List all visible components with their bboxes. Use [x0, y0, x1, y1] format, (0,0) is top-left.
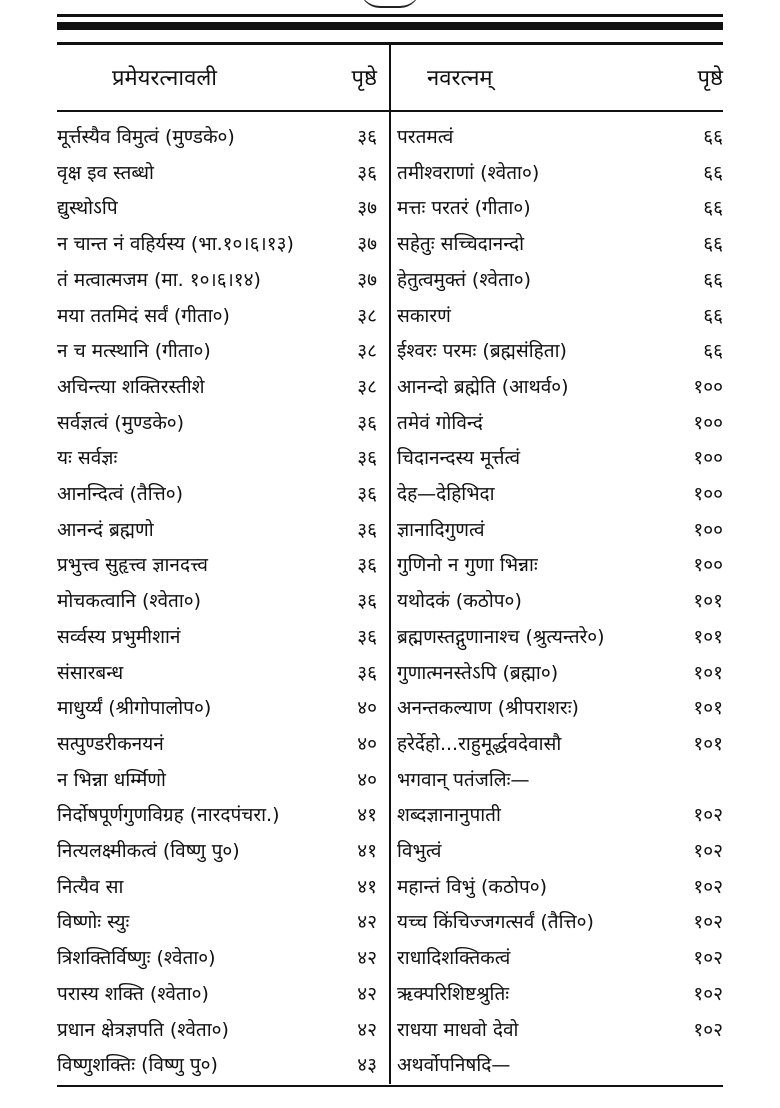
entry-page-number: १००	[693, 375, 723, 398]
left-index-entry	[57, 618, 377, 654]
entry-title: सहेतुः सच्चिदानन्दो	[397, 233, 525, 256]
entry-title: गुणिनो न गुणा भिन्नाः	[397, 554, 538, 577]
right-index-entry	[397, 868, 723, 904]
entry-title: त्रिशक्तिर्विष्णुः (श्वेता०)	[57, 947, 216, 970]
left-index-entry	[57, 868, 377, 904]
entry-title: ईश्वरः परमः (ब्रह्मसंहिता)	[397, 340, 567, 363]
entry-title: मूर्त्तस्यैव विमुत्वं (मुण्डके०)	[57, 126, 235, 148]
entry-title: विष्णोः स्युः	[57, 911, 130, 934]
entry-page-number: १०२	[693, 840, 723, 862]
entry-title: विभुत्वं	[397, 840, 442, 862]
entry-title: वृक्ष इव स्तब्धो	[57, 161, 154, 184]
entry-page-number: १००	[693, 483, 723, 505]
entry-title: न चान्त नं वहिर्यस्य (भा.१०।६।१३)	[57, 233, 294, 256]
entry-page-number: १०१	[693, 732, 723, 755]
left-index-entry	[57, 725, 377, 761]
entry-title: प्रधान क्षेत्रज्ञपति (श्वेता०)	[57, 1018, 229, 1041]
entry-title: चिदानन्दस्य मूर्त्तत्वं	[397, 447, 521, 470]
entry-title: माधुर्य्यं (श्रीगोपालोप०)	[57, 697, 212, 720]
right-index-entry	[397, 154, 723, 190]
entry-page-number: १०२	[693, 911, 723, 934]
right-index-entry	[397, 475, 723, 511]
left-index-entry	[57, 439, 377, 475]
entry-page-number: ३६	[357, 590, 377, 613]
right-index-entry	[397, 439, 723, 475]
entry-page-number: ४३	[357, 1054, 377, 1077]
right-index-entry	[397, 654, 723, 690]
right-index-entry	[397, 332, 723, 368]
right-column-title: नवरत्नम्	[427, 66, 493, 91]
right-index-entry	[397, 546, 723, 582]
entry-title: संसारबन्ध	[57, 661, 124, 684]
left-index-entry	[57, 1011, 377, 1047]
entry-page-number: १०१	[693, 625, 723, 648]
entry-title: आनन्दित्वं (तैत्ति०)	[57, 483, 184, 505]
entry-page-number: ३७	[357, 268, 377, 291]
right-header	[397, 44, 723, 110]
entry-page-number: ३६	[357, 518, 377, 541]
entry-title: राधया माधवो देवो	[397, 1018, 519, 1041]
right-index-entry	[397, 189, 723, 225]
entry-page-number: ३६	[357, 483, 377, 505]
entry-page-number: ३६	[357, 661, 377, 684]
entry-title: हेतुत्वमुक्तं (श्वेता०)	[397, 268, 532, 291]
entry-title: यः सर्वज्ञः	[57, 447, 118, 470]
entry-page-number: ४२	[357, 947, 377, 970]
entry-title: तं मत्वात्मजम (मा. १०।६।१४)	[57, 268, 261, 291]
entry-title: आनन्दो ब्रह्मेति (आथर्व०)	[397, 375, 569, 398]
entry-page-number: १००	[693, 447, 723, 470]
entry-page-number: ३६	[357, 411, 377, 434]
entry-title: न भिन्ना धर्म्मिणो	[57, 768, 166, 791]
entry-page-number: ४२	[357, 911, 377, 934]
left-index-entry	[57, 475, 377, 511]
left-index-entry	[57, 582, 377, 618]
entry-page-number: ३८	[357, 304, 377, 327]
left-index-entry	[57, 297, 377, 333]
entry-title: मत्तः परतरं (गीता०)	[397, 197, 531, 220]
entry-title: विष्णुशक्तिः (विष्णु पु०)	[57, 1054, 218, 1077]
right-index-entry	[397, 1046, 723, 1082]
right-index-entry	[397, 618, 723, 654]
entry-page-number: ३६	[357, 161, 377, 184]
entry-page-number: १०२	[693, 982, 723, 1005]
left-header	[57, 44, 377, 110]
bottom-rule	[57, 1085, 723, 1087]
left-index-entry	[57, 1046, 377, 1082]
entry-title: ब्रह्मणस्तद्गुणानाश्च (श्रुत्यन्तरे०)	[397, 625, 605, 648]
left-index-entry	[57, 154, 377, 190]
left-index-entry	[57, 903, 377, 939]
right-index-entry	[397, 761, 723, 797]
left-index-entry	[57, 368, 377, 404]
entry-page-number: १०१	[693, 697, 723, 720]
entry-title: तमेवं गोविन्दं	[397, 411, 483, 434]
entry-page-number: ६६	[703, 340, 723, 363]
entry-page-number: ६६	[703, 197, 723, 220]
entry-page-number: ४०	[357, 697, 377, 720]
entry-page-number: ३७	[357, 197, 377, 220]
entry-title: अथर्वोपनिषदि—	[397, 1054, 511, 1077]
entry-title: न च मत्स्थानि (गीता०)	[57, 340, 211, 363]
left-index-entry	[57, 796, 377, 832]
entry-title: देह—देहिभिदा	[397, 483, 495, 505]
entry-page-number: ३८	[357, 340, 377, 363]
right-index-entry	[397, 725, 723, 761]
entry-page-number: १०१	[693, 661, 723, 684]
entry-title: सकारणं	[397, 304, 451, 327]
right-index-entry	[397, 511, 723, 547]
entry-title: परास्य शक्ति (श्वेता०)	[57, 982, 209, 1005]
entry-title: तमीश्वराणां (श्वेता०)	[397, 161, 540, 184]
left-column-title: प्रमेयरत्नावली	[112, 66, 217, 91]
right-index-entry	[397, 975, 723, 1011]
entry-title: अनन्तकल्याण (श्रीपराशरः)	[397, 697, 579, 720]
entry-page-number: १०१	[693, 590, 723, 613]
entry-page-number: ६६	[703, 161, 723, 184]
entry-title: आनन्दं ब्रह्मणो	[57, 518, 154, 541]
left-index-entry	[57, 546, 377, 582]
entry-page-number: ३६	[357, 447, 377, 470]
left-index-entry	[57, 939, 377, 975]
left-index-entry	[57, 189, 377, 225]
left-page-header: पृष्ठे	[351, 66, 377, 91]
entry-page-number: ४२	[357, 1018, 377, 1041]
entry-page-number: १००	[693, 518, 723, 541]
entry-title: परतमत्वं	[397, 126, 454, 148]
entry-page-number: ३६	[357, 554, 377, 577]
top-thick-rule	[57, 22, 723, 30]
left-index-entry	[57, 832, 377, 868]
entry-title: सर्वज्ञत्वं (मुण्डके०)	[57, 411, 185, 434]
entry-page-number: ४०	[357, 768, 377, 791]
entry-title: गुणात्मनस्तेऽपि (ब्रह्मा०)	[397, 661, 559, 684]
entry-title: मोचकत्वानि (श्वेता०)	[57, 590, 202, 613]
left-index-entry	[57, 118, 377, 154]
entry-page-number: ६६	[703, 268, 723, 291]
entry-page-number: १०२	[693, 804, 723, 827]
entry-title: सर्व्वस्य प्रभुमीशानं	[57, 625, 181, 648]
left-index-entry	[57, 975, 377, 1011]
entry-page-number: १००	[693, 554, 723, 577]
entry-title: सत्पुण्डरीकनयनं	[57, 732, 164, 755]
right-index-entry	[397, 832, 723, 868]
entry-title: राधादिशक्तिकत्वं	[397, 947, 511, 970]
entry-title: अचिन्त्या शक्तिरस्तीशे	[57, 375, 205, 398]
column-divider	[389, 44, 391, 1084]
entry-page-number: ४२	[357, 982, 377, 1005]
entry-title: द्युस्थोऽपि	[57, 197, 118, 220]
page-number-mark	[360, 0, 420, 8]
right-index-entry	[397, 903, 723, 939]
right-index-entry	[397, 796, 723, 832]
left-index-entry	[57, 261, 377, 297]
right-index-entry	[397, 404, 723, 440]
entry-title: महान्तं विभुं (कठोप०)	[397, 875, 548, 898]
right-index-entry	[397, 225, 723, 261]
entry-title: ऋक्परिशिष्टश्रुतिः	[397, 982, 510, 1005]
entry-page-number: १०२	[693, 875, 723, 898]
right-index-entry	[397, 261, 723, 297]
entry-page-number: १०२	[693, 1018, 723, 1041]
left-index-entry	[57, 332, 377, 368]
left-index-entry	[57, 404, 377, 440]
right-index-entry	[397, 582, 723, 618]
right-index-entry	[397, 297, 723, 333]
right-index-entry	[397, 689, 723, 725]
left-index-entry	[57, 511, 377, 547]
entry-page-number: ४०	[357, 732, 377, 755]
entry-title: प्रभुत्त्व सुहृत्त्व ज्ञानदत्त्व	[57, 554, 208, 577]
entry-title: निर्दोषपूर्णगुणविग्रह (नारदपंचरा.)	[57, 804, 280, 827]
entry-title: नित्यलक्ष्मीकत्वं (विष्णु पु०)	[57, 840, 240, 862]
left-index-entry	[57, 761, 377, 797]
entry-title: यच्च किंचिज्जगत्सर्वं (तैत्ति०)	[397, 911, 594, 934]
entry-title: नित्यैव सा	[57, 875, 124, 898]
right-index-entry	[397, 368, 723, 404]
entry-title: ज्ञानादिगुणत्वं	[397, 518, 485, 541]
right-index-entry	[397, 939, 723, 975]
entry-page-number: ४१	[357, 875, 377, 898]
entry-page-number: ३६	[357, 126, 377, 148]
entry-page-number: ३७	[357, 233, 377, 256]
entry-page-number: ४१	[357, 804, 377, 827]
entry-title: भगवान् पतंजलिः—	[397, 768, 530, 791]
entry-page-number: ३८	[357, 375, 377, 398]
left-index-entry	[57, 654, 377, 690]
entry-title: शब्दज्ञानानुपाती	[397, 804, 501, 827]
entry-page-number: ६६	[703, 304, 723, 327]
right-index-entry	[397, 1011, 723, 1047]
entry-title: यथोदकं (कठोप०)	[397, 590, 522, 613]
left-index-entry	[57, 689, 377, 725]
entry-title: हरेर्देहो...राहुमूर्द्धवदेवासौ	[397, 732, 562, 755]
entry-page-number: १०२	[693, 947, 723, 970]
entry-page-number: ६६	[703, 233, 723, 256]
entry-page-number: ३६	[357, 625, 377, 648]
right-page-header: पृष्ठे	[697, 66, 723, 91]
entry-page-number: १००	[693, 411, 723, 434]
entry-page-number: ६६	[703, 126, 723, 148]
top-rule	[57, 14, 723, 17]
left-index-entry	[57, 225, 377, 261]
right-index-entry	[397, 118, 723, 154]
entry-page-number: ४१	[357, 840, 377, 862]
entry-title: मया ततमिदं सर्वं (गीता०)	[57, 304, 230, 327]
